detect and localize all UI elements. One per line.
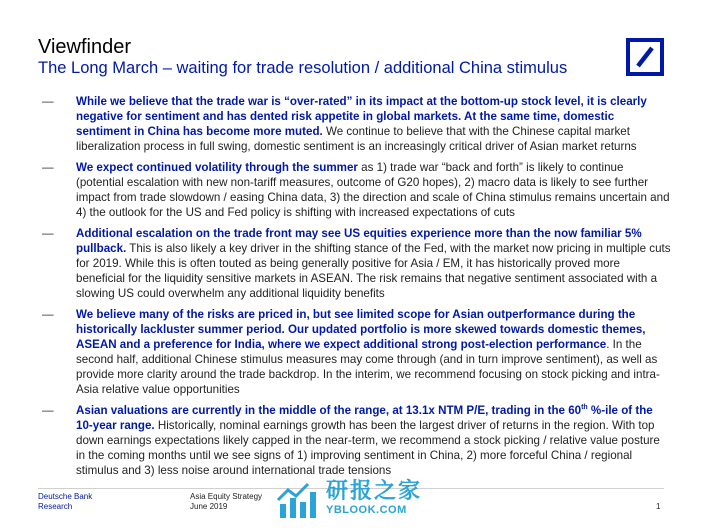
bullet-item [38, 226, 672, 301]
deutsche-bank-logo [626, 38, 664, 76]
report-name: Asia Equity Strategy [190, 492, 263, 501]
watermark-url: YBLOOK.COM [326, 504, 407, 516]
bullet-body: We continue to believe that with the Chinese capital market liberalization process in full swing, domestic sentiment is an increasingly critical driver of Asian market returns [76, 125, 637, 153]
bullet-headline: Additional escalation on the trade front may see US equities experience more than the now familiar 5% pullback. [76, 227, 642, 255]
bar-chart-icon [276, 482, 320, 518]
watermark-text: 研报之家 [326, 478, 423, 503]
bullet-text [76, 307, 672, 397]
bullet-dash: — [42, 227, 54, 240]
bullet-dash: — [42, 161, 54, 174]
page-subtitle: The Long March – waiting for trade resolution / additional China stimulus [38, 59, 568, 77]
bullet-list [38, 94, 672, 484]
bullet-body: . In the second half, additional Chinese stimulus measures may come through (and in turn improve sentiment), as well as provide more clarity around the trade backdrop. In the interim, we recommend focusing on stock picking and intra-Asia relative value opportunities [76, 338, 660, 396]
bullet-text [76, 160, 672, 220]
bullet-item [38, 307, 672, 397]
division-name: Research [38, 502, 73, 511]
watermark [276, 478, 436, 522]
bullet-item [38, 94, 672, 154]
bullet-text [76, 94, 672, 154]
bullet-body: This is also likely a key driver in the shifting stance of the Fed, with the market now pricing in multiple cuts for 2019. While this is often touted as being generally positive for Asia / EM, it has historically proved more beneficial for the liquidity sensitive markets in ASEAN. The risk remains that negative sentiment associated with a slowing US could overwhelm any additional liquidity benefits [76, 242, 671, 300]
bullet-headline: While we believe that the trade war is “over-rated” in its impact at the bottom-up stock level, it is clearly negative for sentiment and has dented risk appetite in global markets. At the same time, domestic sentiment in China has become more muted. [76, 95, 647, 138]
company-name: Deutsche Bank [38, 492, 93, 501]
bullet-body: Historically, nominal earnings growth has been the largest driver of returns in the region. With top down earnings expectations likely capped in the near-term, we recommend a stock picking / relative value posture in the coming months until we see signs of 1) improving sentiment in China, 2) more forceful China / regional stimulus and 3) less noise around international trade tensions [76, 419, 660, 477]
bullet-text [76, 403, 672, 478]
logo-slash-icon [630, 42, 660, 72]
headline-part: %-ile of the 10-year range. [76, 404, 653, 432]
bullet-body: as 1) trade war “back and forth” is likely to continue (potential escalation with new non-tariff measures, outcome of G20 hopes), 2) macro data is likely to see further impact from trade slowdown / easing China data, 3) the direction and scale of China stimulus remains uncertain and 4) the outlook for the US and Fed policy is shifting with increased expectations of cuts [76, 161, 670, 219]
bullet-dash: — [42, 404, 54, 417]
footer-report [190, 492, 262, 512]
bullet-item [38, 403, 672, 478]
page-title: Viewfinder [38, 36, 132, 58]
bullet-dash: — [42, 95, 54, 108]
footer-company [38, 492, 92, 512]
ordinal-suffix: th [581, 404, 588, 412]
bullet-headline: We believe many of the risks are priced in, but see limited scope for Asian outperformance during the historically lackluster summer period. Our updated portfolio is more skewed towards domestic themes, ASEAN and a preference for India, where we expect additional strong post-election performance [76, 308, 646, 351]
bullet-dash: — [42, 308, 54, 321]
bullet-text [76, 226, 672, 301]
bullet-headline: We expect continued volatility through the summer [76, 161, 358, 174]
report-date: June 2019 [190, 502, 228, 511]
bullet-item [38, 160, 672, 220]
page-number: 1 [656, 502, 661, 511]
headline-part: Asian valuations are currently in the middle of the range, at 13.1x NTM P/E, trading in the 60 [76, 404, 582, 417]
